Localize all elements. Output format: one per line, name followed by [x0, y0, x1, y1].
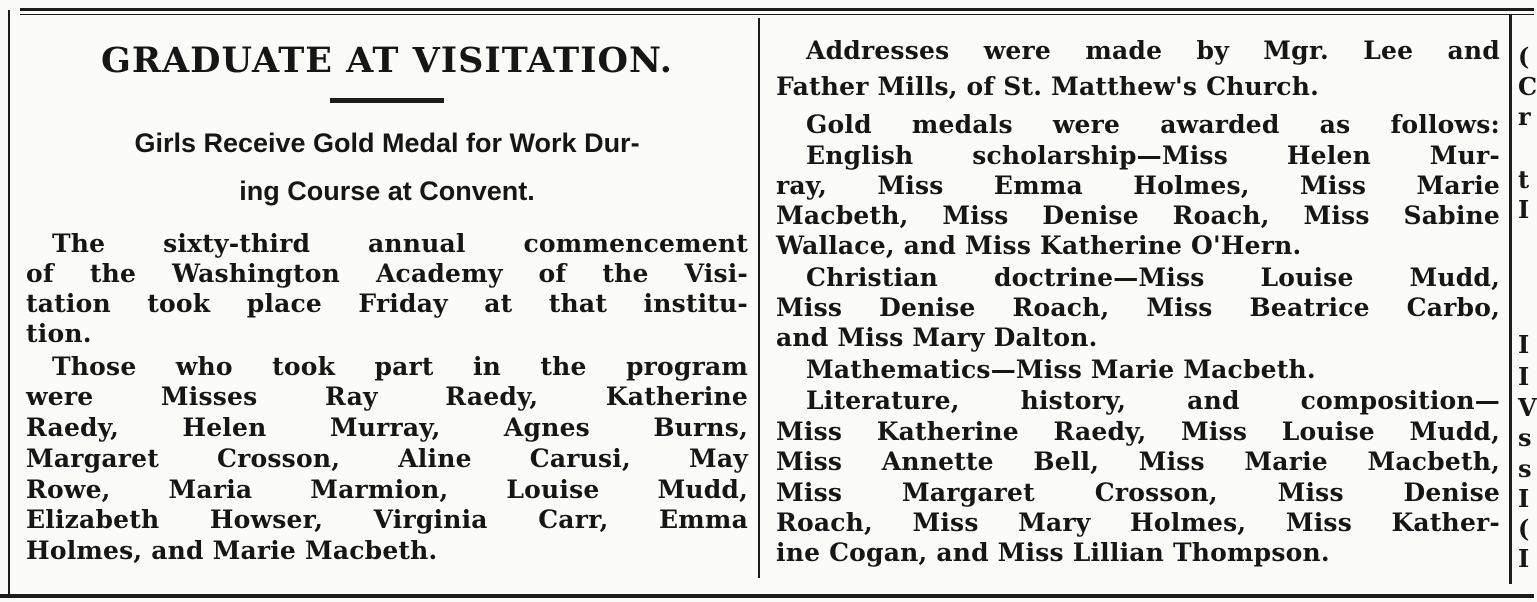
column-divider-right: [1509, 14, 1512, 584]
subheadline-line-2: ing Course at Convent.: [239, 176, 535, 206]
paragraph-line: tation took place Friday at that institu-: [26, 289, 748, 318]
column-divider-center: [758, 18, 760, 578]
paragraph-line: ray, Miss Emma Holmes, Miss Marie: [776, 171, 1500, 200]
paragraph-line: Miss Katherine Raedy, Miss Louise Mudd,: [776, 417, 1500, 446]
paragraph-line: Christian doctrine—Miss Louise Mudd,: [806, 263, 1500, 292]
paragraph-line: Raedy, Helen Murray, Agnes Burns,: [26, 413, 748, 442]
paragraph-line: Miss Annette Bell, Miss Marie Macbeth,: [776, 447, 1500, 476]
edge-fragment: (: [1518, 42, 1530, 71]
paragraph-line: Holmes, and Marie Macbeth.: [26, 536, 438, 565]
paragraph-line: Father Mills, of St. Matthew's Church.: [776, 72, 1320, 101]
right-column: [776, 0, 1500, 600]
paragraph-line: Miss Denise Roach, Miss Beatrice Carbo,: [776, 293, 1500, 322]
paragraph-line: Wallace, and Miss Katherine O'Hern.: [776, 231, 1302, 260]
edge-fragment: I: [1518, 484, 1530, 513]
edge-fragment: r: [1518, 102, 1531, 131]
paragraph-line: Rowe, Maria Marmion, Louise Mudd,: [26, 475, 748, 504]
edge-fragment: I: [1518, 362, 1530, 391]
paragraph-line: ine Cogan, and Miss Lillian Thompson.: [776, 538, 1330, 567]
paragraph-line: Mathematics—Miss Marie Macbeth.: [806, 355, 1316, 384]
paragraph-line: were Misses Ray Raedy, Katherine: [26, 382, 748, 411]
paragraph-line: Those who took part in the program: [52, 352, 748, 381]
paragraph-line: Gold medals were awarded as follows:: [806, 110, 1500, 139]
edge-fragment: s: [1518, 423, 1532, 452]
edge-fragment: t: [1518, 165, 1530, 194]
headline: GRADUATE AT VISITATION.: [101, 40, 673, 81]
edge-fragment: C: [1518, 72, 1537, 101]
paragraph-line: Literature, history, and composition—: [806, 386, 1500, 415]
headline-separator: [330, 98, 444, 103]
paragraph-line: Roach, Miss Mary Holmes, Miss Kather-: [776, 508, 1500, 537]
paragraph-line: and Miss Mary Dalton.: [776, 323, 1098, 352]
left-border: [8, 10, 10, 598]
edge-fragment: I: [1518, 544, 1530, 573]
paragraph-line: Addresses were made by Mgr. Lee and: [806, 36, 1500, 65]
edge-fragment: s: [1518, 454, 1532, 483]
paragraph-line: English scholarship—Miss Helen Mur-: [806, 141, 1500, 170]
paragraph-line: Macbeth, Miss Denise Roach, Miss Sabine: [776, 201, 1500, 230]
paragraph-line: Margaret Crosson, Aline Carusi, May: [26, 444, 748, 473]
paragraph-line: Miss Margaret Crosson, Miss Denise: [776, 478, 1500, 507]
edge-fragment: (: [1518, 514, 1530, 543]
paragraph-line: tion.: [26, 319, 92, 348]
paragraph-line: Elizabeth Howser, Virginia Carr, Emma: [26, 505, 748, 534]
subheadline-line-1: Girls Receive Gold Medal for Work Dur-: [134, 128, 640, 158]
paragraph-line: The sixty-third annual commencement: [52, 229, 748, 258]
edge-fragment: I: [1518, 330, 1530, 359]
paragraph-line: of the Washington Academy of the Visi-: [26, 259, 748, 288]
edge-fragment: I: [1518, 195, 1530, 224]
left-column: [26, 0, 748, 600]
edge-fragment: V: [1518, 393, 1537, 422]
